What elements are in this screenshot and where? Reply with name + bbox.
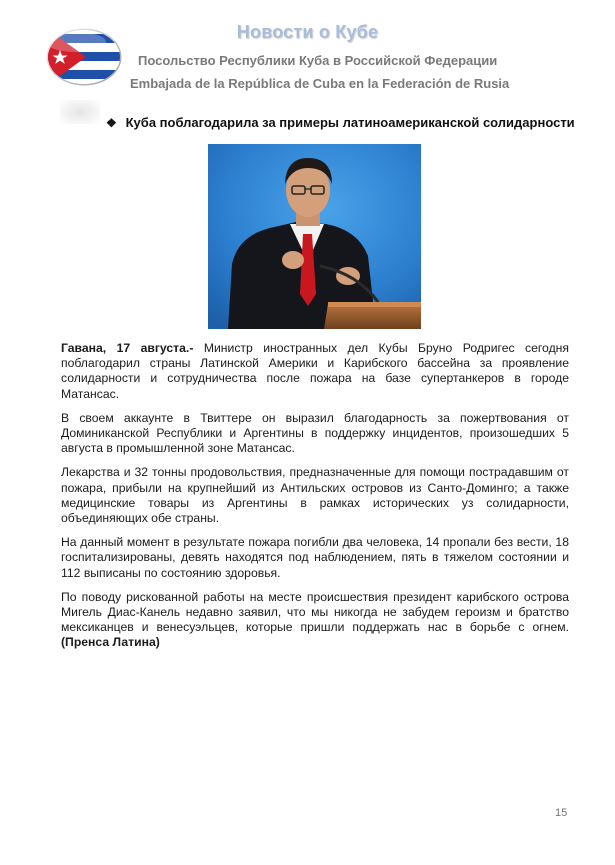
article-paragraph-1 — [61, 341, 569, 402]
news-source: (Пренса Латина) — [61, 635, 160, 650]
paragraph-1-text: Министр иностранных дел Кубы Бруно Родригес сегодня поблагодарил страны Латинской Америки и Карибского бассейна за проявление солидарности и сотрудничества после пожара на базе супертанкеров в городе Матансас. — [61, 341, 570, 401]
article-headline — [106, 115, 575, 130]
dateline: Гавана, 17 августа.- — [61, 341, 194, 355]
article-paragraph-3: Лекарства и 32 тонны продовольствия, предназначенные для помощи пострадавшим от пожара, прибыли на крупнейший из Антильских островов из Санто-Доминго; а также медицинские товары из Аргентины в рамках исторических уз солидарности, объединяющих обе страны. — [61, 465, 569, 526]
article-body — [61, 341, 569, 660]
logo-shadow — [60, 100, 100, 124]
paragraph-5-text: По поводу рискованной работы на месте происшествия президент карибского острова Мигель Диас-Канель недавно заявил, что мы никогда не забудем героизм и братство мексиканцев и венесуэльцев, которые пришли поддержать нас в борьбе с огнем. — [61, 589, 569, 635]
page-number: 15 — [555, 807, 568, 819]
embassy-name-spanish: Embajada de la República de Cuba en la Federación de Rusia — [130, 76, 510, 91]
headline-text: Куба поблагодарила за примеры латиноамериканской солидарности — [125, 115, 575, 130]
embassy-name-russian: Посольство Республики Куба в Российской Федерации — [138, 53, 498, 68]
newsletter-title: Новости о Кубе — [236, 22, 379, 42]
article-paragraph-2: В своем аккаунте в Твиттере он выразил благодарность за пожертвования от Доминиканской Республики и Аргентины в поддержку инцидентов, произошедших 5 августа в промышленной зоне Матансас. — [61, 410, 569, 456]
minister-photo — [208, 144, 421, 329]
article-paragraph-4: На данный момент в результате пожара погибли два человека, 14 пропали без вести, 18 госпитализированы, девять находятся под наблюдением, пять в тяжелом состоянии и 112 выписаны по состоянию здоровья. — [61, 535, 569, 580]
article-paragraph-5 — [61, 590, 569, 651]
diamond-bullet-icon: ❖ — [106, 116, 117, 130]
